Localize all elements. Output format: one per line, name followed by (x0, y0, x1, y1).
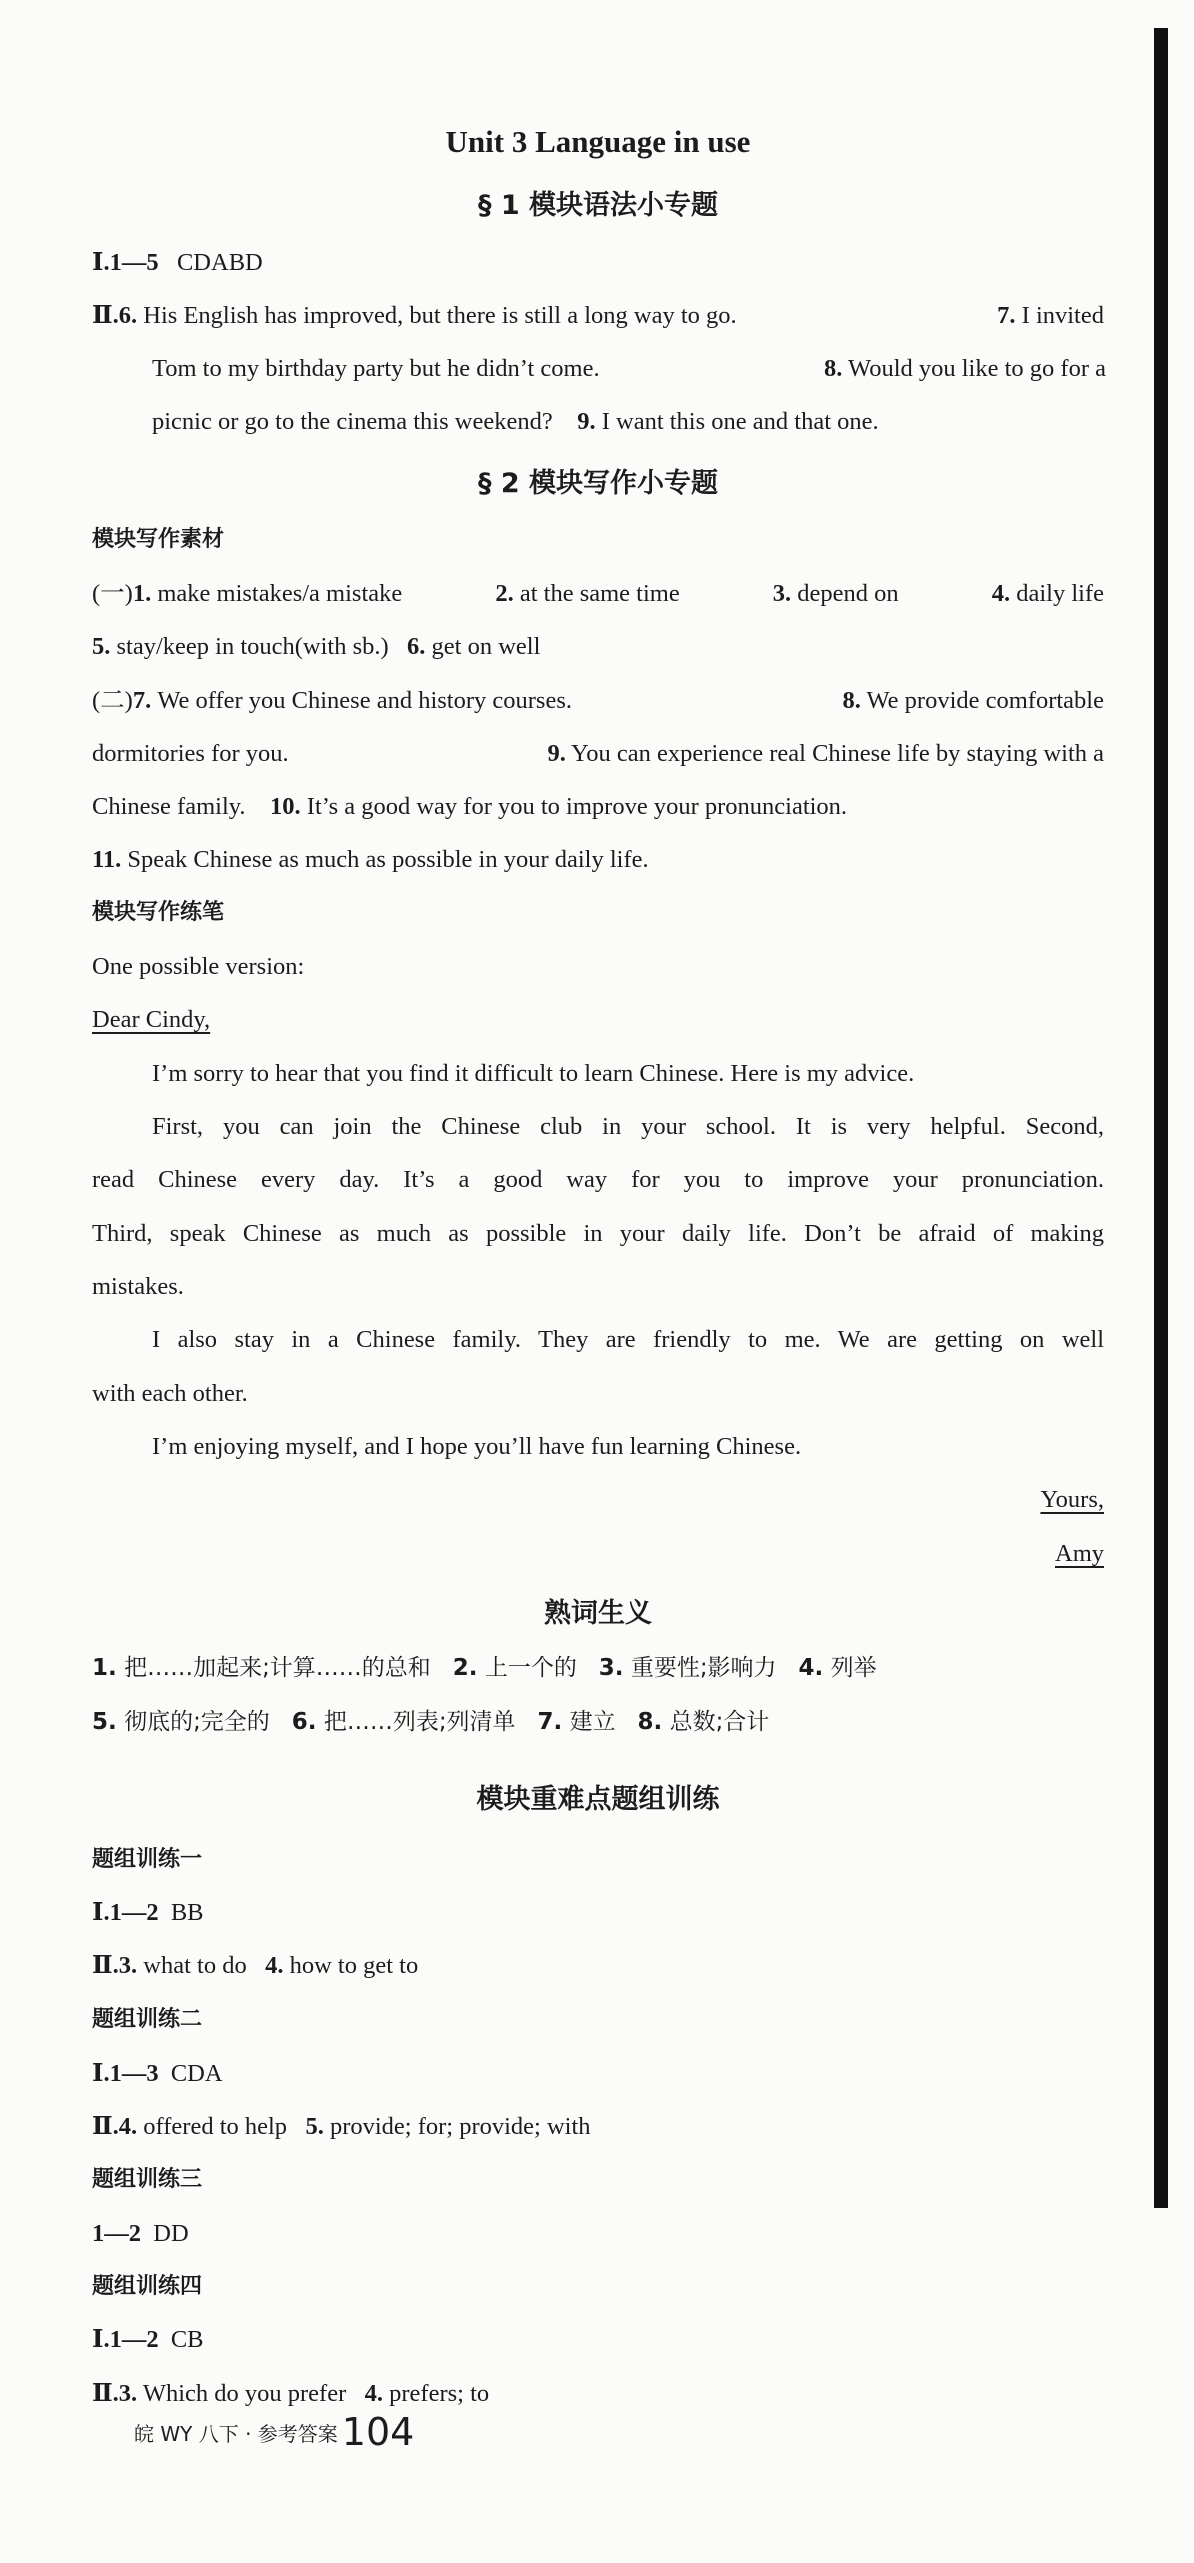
answer-text: Speak Chinese as much as possible in your daily life. (127, 846, 649, 873)
exercise-group-2-line-2 (92, 2107, 591, 2147)
answer-number: 6. (407, 633, 426, 660)
answer-number: 7. (132, 687, 152, 714)
answer-text: CDA (170, 2060, 223, 2087)
footer-label: 皖 WY 八下 · 参考答案 (134, 2422, 338, 2446)
word-meaning-line-2 (92, 1702, 769, 1742)
version-label: One possible version: (92, 953, 305, 980)
answer-text: 上一个的 (484, 1655, 577, 1681)
writing-material-heading: 模块写作素材 (92, 527, 225, 552)
answer-number: Ⅱ.3. (92, 1952, 138, 1979)
answer-text: dormitories for you. (92, 740, 289, 767)
answer-number: 4. (265, 1952, 284, 1979)
answer-text: picnic or go to the cinema this weekend? (152, 408, 553, 435)
page-footer (134, 2410, 414, 2454)
letter-signature: Amy (1055, 1540, 1104, 1567)
answer-text: I want this one and that one. (601, 408, 879, 435)
answer-text: We offer you Chinese and history courses. (157, 687, 572, 714)
answer-number: 8. (842, 687, 861, 714)
exercise-group-1-title: 题组训练一 (92, 1847, 203, 1872)
answer-text: Would you like to go for a (848, 355, 1106, 382)
answer-number: 2. (452, 1655, 478, 1681)
answer-number: 1. (132, 580, 152, 607)
grammar-answer-1 (92, 243, 263, 283)
answer-text: 把……列表;列清单 (323, 1709, 516, 1735)
exercise-group-1-line-1 (92, 1893, 204, 1933)
answer-number: 7. (537, 1709, 563, 1735)
answer-number: 4. (798, 1655, 824, 1681)
material-line-5 (92, 787, 847, 827)
answer-text: 建立 (569, 1709, 616, 1735)
page-number: 104 (341, 2410, 415, 2454)
exercise-group-4-line-1 (92, 2320, 204, 2360)
letter-paragraph-1: I’m sorry to hear that you find it difficult to learn Chinese. Here is my advice. (152, 1060, 915, 1087)
section-key-points-title: 模块重难点题组训练 (476, 1784, 720, 1815)
letter-paragraph-2-line-4: mistakes. (92, 1273, 184, 1300)
letter-paragraph-3-line-1 (152, 1320, 1104, 1360)
answer-text: Chinese family. (92, 793, 246, 820)
exercise-group-1-line-2 (92, 1946, 418, 1986)
answer-text: offered to help (143, 2113, 288, 2140)
letter-paragraph-2-line-2 (92, 1160, 1104, 1200)
answer-text: at the same time (519, 580, 680, 607)
answer-text: how to get to (289, 1952, 419, 1979)
answer-number: Ⅰ.1—2 (92, 2326, 159, 2353)
group-marker: (二) (92, 687, 133, 714)
letter-greeting: Dear Cindy, (92, 1006, 211, 1033)
answer-number: 3. (772, 580, 792, 607)
material-line-2 (92, 627, 540, 667)
answer-text: prefers; to (389, 2380, 490, 2407)
grammar-answer-2c (152, 402, 879, 442)
answer-text: stay/keep in touch(with sb.) (116, 633, 389, 660)
exercise-group-3-line-1 (92, 2214, 189, 2254)
answer-text: His English has improved, but there is still a long way to go. (143, 302, 737, 329)
page-edge-bar (1154, 28, 1168, 2208)
letter-text: read Chinese every day. It’s a good way for you to improve your pronunciation. (92, 1166, 1104, 1193)
answer-text: 总数;合计 (669, 1709, 770, 1735)
answer-text: CDABD (176, 249, 263, 276)
answer-text: BB (170, 1899, 204, 1926)
word-meaning-line-1 (92, 1648, 877, 1688)
answer-text: what to do (143, 1952, 247, 1979)
letter-text: First, you can join the Chinese club in your school. It is very helpful. Second, (152, 1113, 1104, 1140)
answer-number: 5. (305, 2113, 324, 2140)
answer-number: 11. (92, 846, 122, 873)
exercise-group-4-line-2 (92, 2374, 489, 2414)
answer-text: depend on (797, 580, 899, 607)
material-line-3 (92, 681, 1104, 721)
answer-number: Ⅱ.4. (92, 2113, 138, 2140)
unit-title: Unit 3 Language in use (445, 124, 751, 159)
answer-number: Ⅱ.6. (92, 302, 138, 329)
answer-text: We provide comfortable (866, 687, 1104, 714)
letter-text: I also stay in a Chinese family. They are friendly to me. We are getting on well (152, 1326, 1104, 1353)
answer-number: 1—2 (92, 2220, 141, 2247)
answer-number: 9. (547, 740, 566, 767)
answer-number: 2. (495, 580, 514, 607)
exercise-group-4-title: 题组训练四 (92, 2274, 203, 2299)
letter-paragraph-3-line-2: with each other. (92, 1380, 248, 1407)
exercise-group-3-title: 题组训练三 (92, 2167, 203, 2192)
answer-text: 彻底的;完全的 (124, 1709, 270, 1735)
material-line-4 (92, 734, 1104, 774)
material-line-1 (92, 574, 1104, 614)
letter-paragraph-2-line-1 (152, 1107, 1104, 1147)
answer-number: 4. (991, 580, 1011, 607)
answer-text: CB (170, 2326, 204, 2353)
answer-text: It’s a good way for you to improve your pronunciation. (306, 793, 848, 820)
answer-number: 9. (577, 408, 596, 435)
letter-closing: Yours, (1040, 1486, 1104, 1513)
answer-text: get on well (431, 633, 541, 660)
answer-text: 列举 (830, 1655, 877, 1681)
grammar-answer-2a (92, 296, 1104, 336)
answer-number: 4. (364, 2380, 383, 2407)
letter-text: Third, speak Chinese as much as possible in your daily life. Don’t be afraid of making (92, 1220, 1104, 1247)
exercise-group-2-title: 题组训练二 (92, 2007, 203, 2032)
answer-number: 8. (637, 1709, 663, 1735)
group-marker: (一) (92, 580, 133, 607)
answer-text: daily life (1016, 580, 1104, 607)
answer-text: DD (153, 2220, 189, 2247)
writing-practice-heading: 模块写作练笔 (92, 900, 225, 925)
answer-number: Ⅱ.3. (92, 2380, 138, 2407)
section-word-meaning-title: 熟词生义 (544, 1598, 652, 1629)
exercise-group-2-line-1 (92, 2054, 223, 2094)
answer-text: You can experience real Chinese life by staying with a (571, 740, 1104, 767)
answer-text: 重要性;影响力 (630, 1655, 777, 1681)
answer-text: Tom to my birthday party but he didn’t come. (152, 355, 600, 382)
letter-paragraph-4: I’m enjoying myself, and I hope you’ll have fun learning Chinese. (152, 1433, 802, 1460)
grammar-answer-2b (152, 349, 1106, 389)
letter-paragraph-2-line-3 (92, 1214, 1104, 1254)
answer-number: 1. (92, 1655, 117, 1681)
answer-number: 8. (823, 355, 843, 382)
answer-text: Which do you prefer (142, 2380, 347, 2407)
answer-number: 6. (291, 1709, 317, 1735)
answer-text: make mistakes/a mistake (157, 580, 403, 607)
answer-number: Ⅰ.1—2 (92, 1899, 159, 1926)
section-grammar-title: § 1 模块语法小专题 (477, 190, 719, 221)
answer-text: provide; for; provide; with (329, 2113, 591, 2140)
answer-number: 10. (270, 793, 301, 820)
answer-number: 5. (92, 1709, 117, 1735)
section-writing-title: § 2 模块写作小专题 (477, 468, 719, 499)
answer-number: 5. (92, 633, 111, 660)
answer-number: 3. (598, 1655, 624, 1681)
answer-number: 7. (997, 302, 1016, 329)
answer-number: Ⅰ.1—5 (92, 249, 159, 276)
material-line-6 (92, 840, 649, 880)
answer-number: Ⅰ.1—3 (92, 2060, 159, 2087)
answer-text: 把……加起来;计算……的总和 (124, 1655, 431, 1681)
answer-text: I invited (1021, 302, 1104, 329)
